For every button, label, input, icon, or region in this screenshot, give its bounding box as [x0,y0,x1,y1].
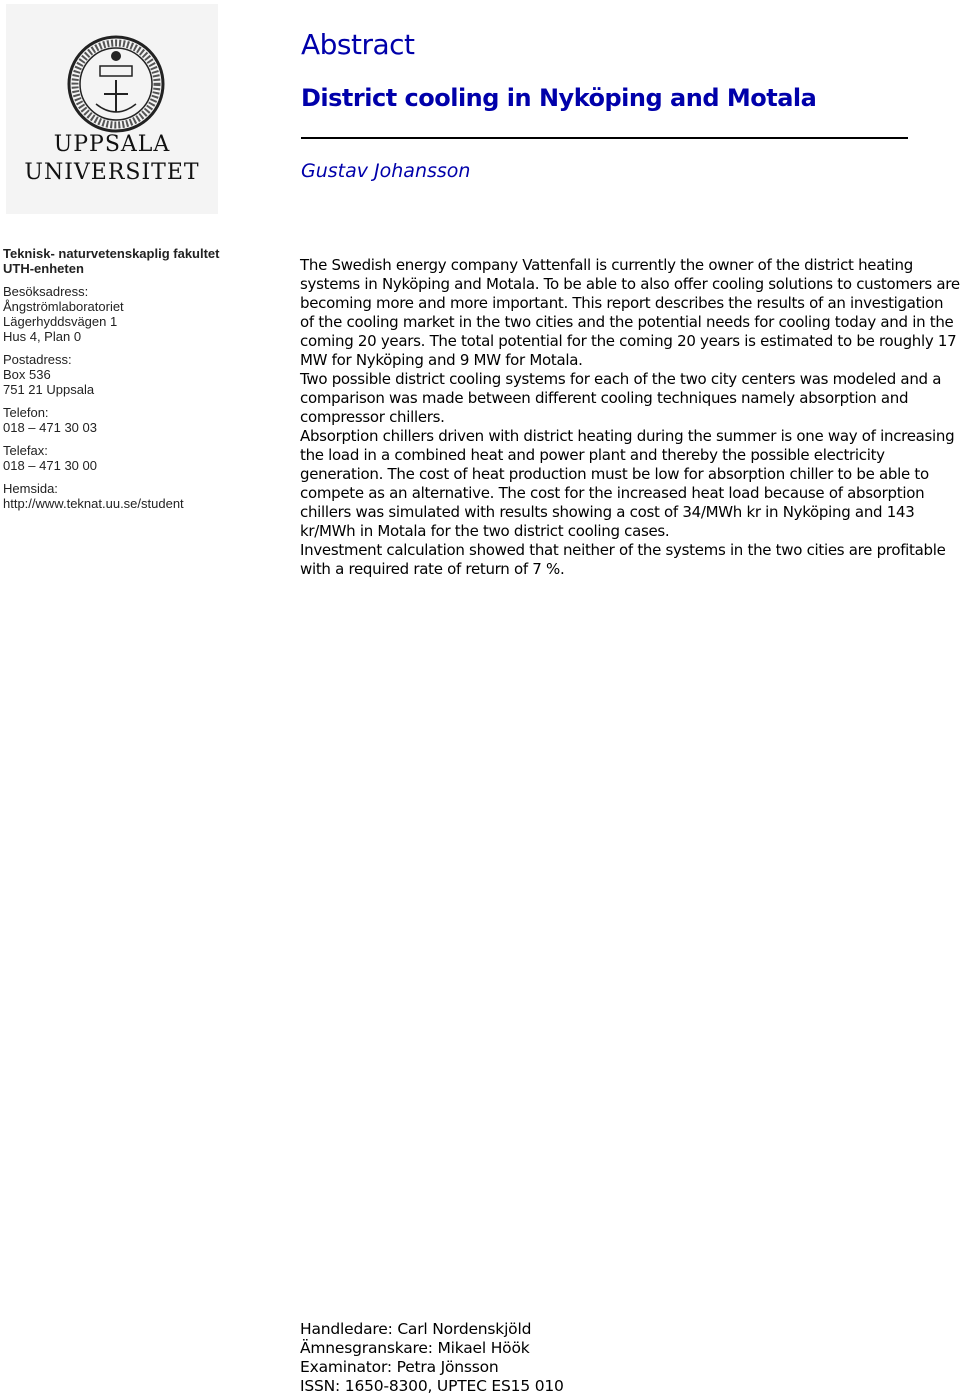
abstract-paragraph: Two possible district cooling systems for each of the two city centers was modeled and a comparison was made between different cooling techniques namely absorption and compressor chillers. [300,370,942,426]
phone-number: 018 – 471 30 03 [3,420,97,435]
abstract-paragraph: Absorption chillers driven with district heating during the summer is one way of increasing the load in a combined heat and power plant and thereby the possible electricity generation. The cost of heat production must be low for absorption chiller to be able to compete as an alternative. The cost for the increased heat load because of absorption chillers was simulated with results showing a cost of 34/MWh kr in Nyköping and 143 kr/MWh in Motala for the two district cooling cases. [300,427,955,540]
visit-address-label: Besöksadress: [3,284,89,299]
visit-address-line: Lägerhyddsvägen 1 [3,314,118,329]
abstract-paragraph: Investment calculation showed that neither of the systems in the two cities are profitable with a required rate of return of 7 %. [300,541,946,578]
fax-label: Telefax: [3,443,48,458]
postal-address-line: Box 536 [3,367,51,382]
faculty-group [3,246,243,276]
university-logo [6,4,218,214]
abstract-paragraph: The Swedish energy company Vattenfall is currently the owner of the district heating systems in Nyköping and Motala. To be able to also offer cooling solutions to customers are becoming more and more important. This report describes the results of an investigation of the cooling market in the two cities and the potential needs for cooling today and in the coming 20 years. The total potential for the coming 20 years is estimated to be roughly 17 MW for Nyköping and 9 MW for Motala. [300,256,960,369]
unit-name: UTH-enheten [3,261,84,276]
web-link[interactable]: http://www.teknat.uu.se/student [3,496,184,511]
phone-group [3,405,243,435]
title-divider [301,137,908,139]
examiner: Examinator: Petra Jönsson [300,1358,499,1376]
web-group [3,481,243,511]
author-name: Gustav Johansson [301,160,471,182]
visit-address-line: Hus 4, Plan 0 [3,329,82,344]
section-heading: Abstract [301,28,415,61]
phone-label: Telefon: [3,405,49,420]
thesis-title: District cooling in Nyköping and Motala [301,84,817,112]
credits-footer [300,1320,940,1396]
faculty-name: Teknisk- naturvetenskaplig fakultet [3,246,220,261]
issn: ISSN: 1650-8300, UPTEC ES15 010 [300,1377,564,1395]
abstract-body [300,256,960,579]
fax-number: 018 – 471 30 00 [3,458,97,473]
fax-group [3,443,243,473]
subject-reviewer: Ämnesgranskare: Mikael Höök [300,1339,530,1357]
contact-sidebar [3,246,243,519]
visit-address-line: Ångströmlaboratoriet [3,299,124,314]
visit-address-group [3,284,243,344]
postal-address-label: Postadress: [3,352,72,367]
logo-name-line1: UPPSALA [53,132,171,157]
postal-address-group [3,352,243,397]
logo-name-line2: UNIVERSITET [24,160,200,185]
web-label: Hemsida: [3,481,58,496]
supervisor: Handledare: Carl Nordenskjöld [300,1320,532,1338]
postal-address-line: 751 21 Uppsala [3,382,95,397]
university-seal-icon [66,34,166,134]
